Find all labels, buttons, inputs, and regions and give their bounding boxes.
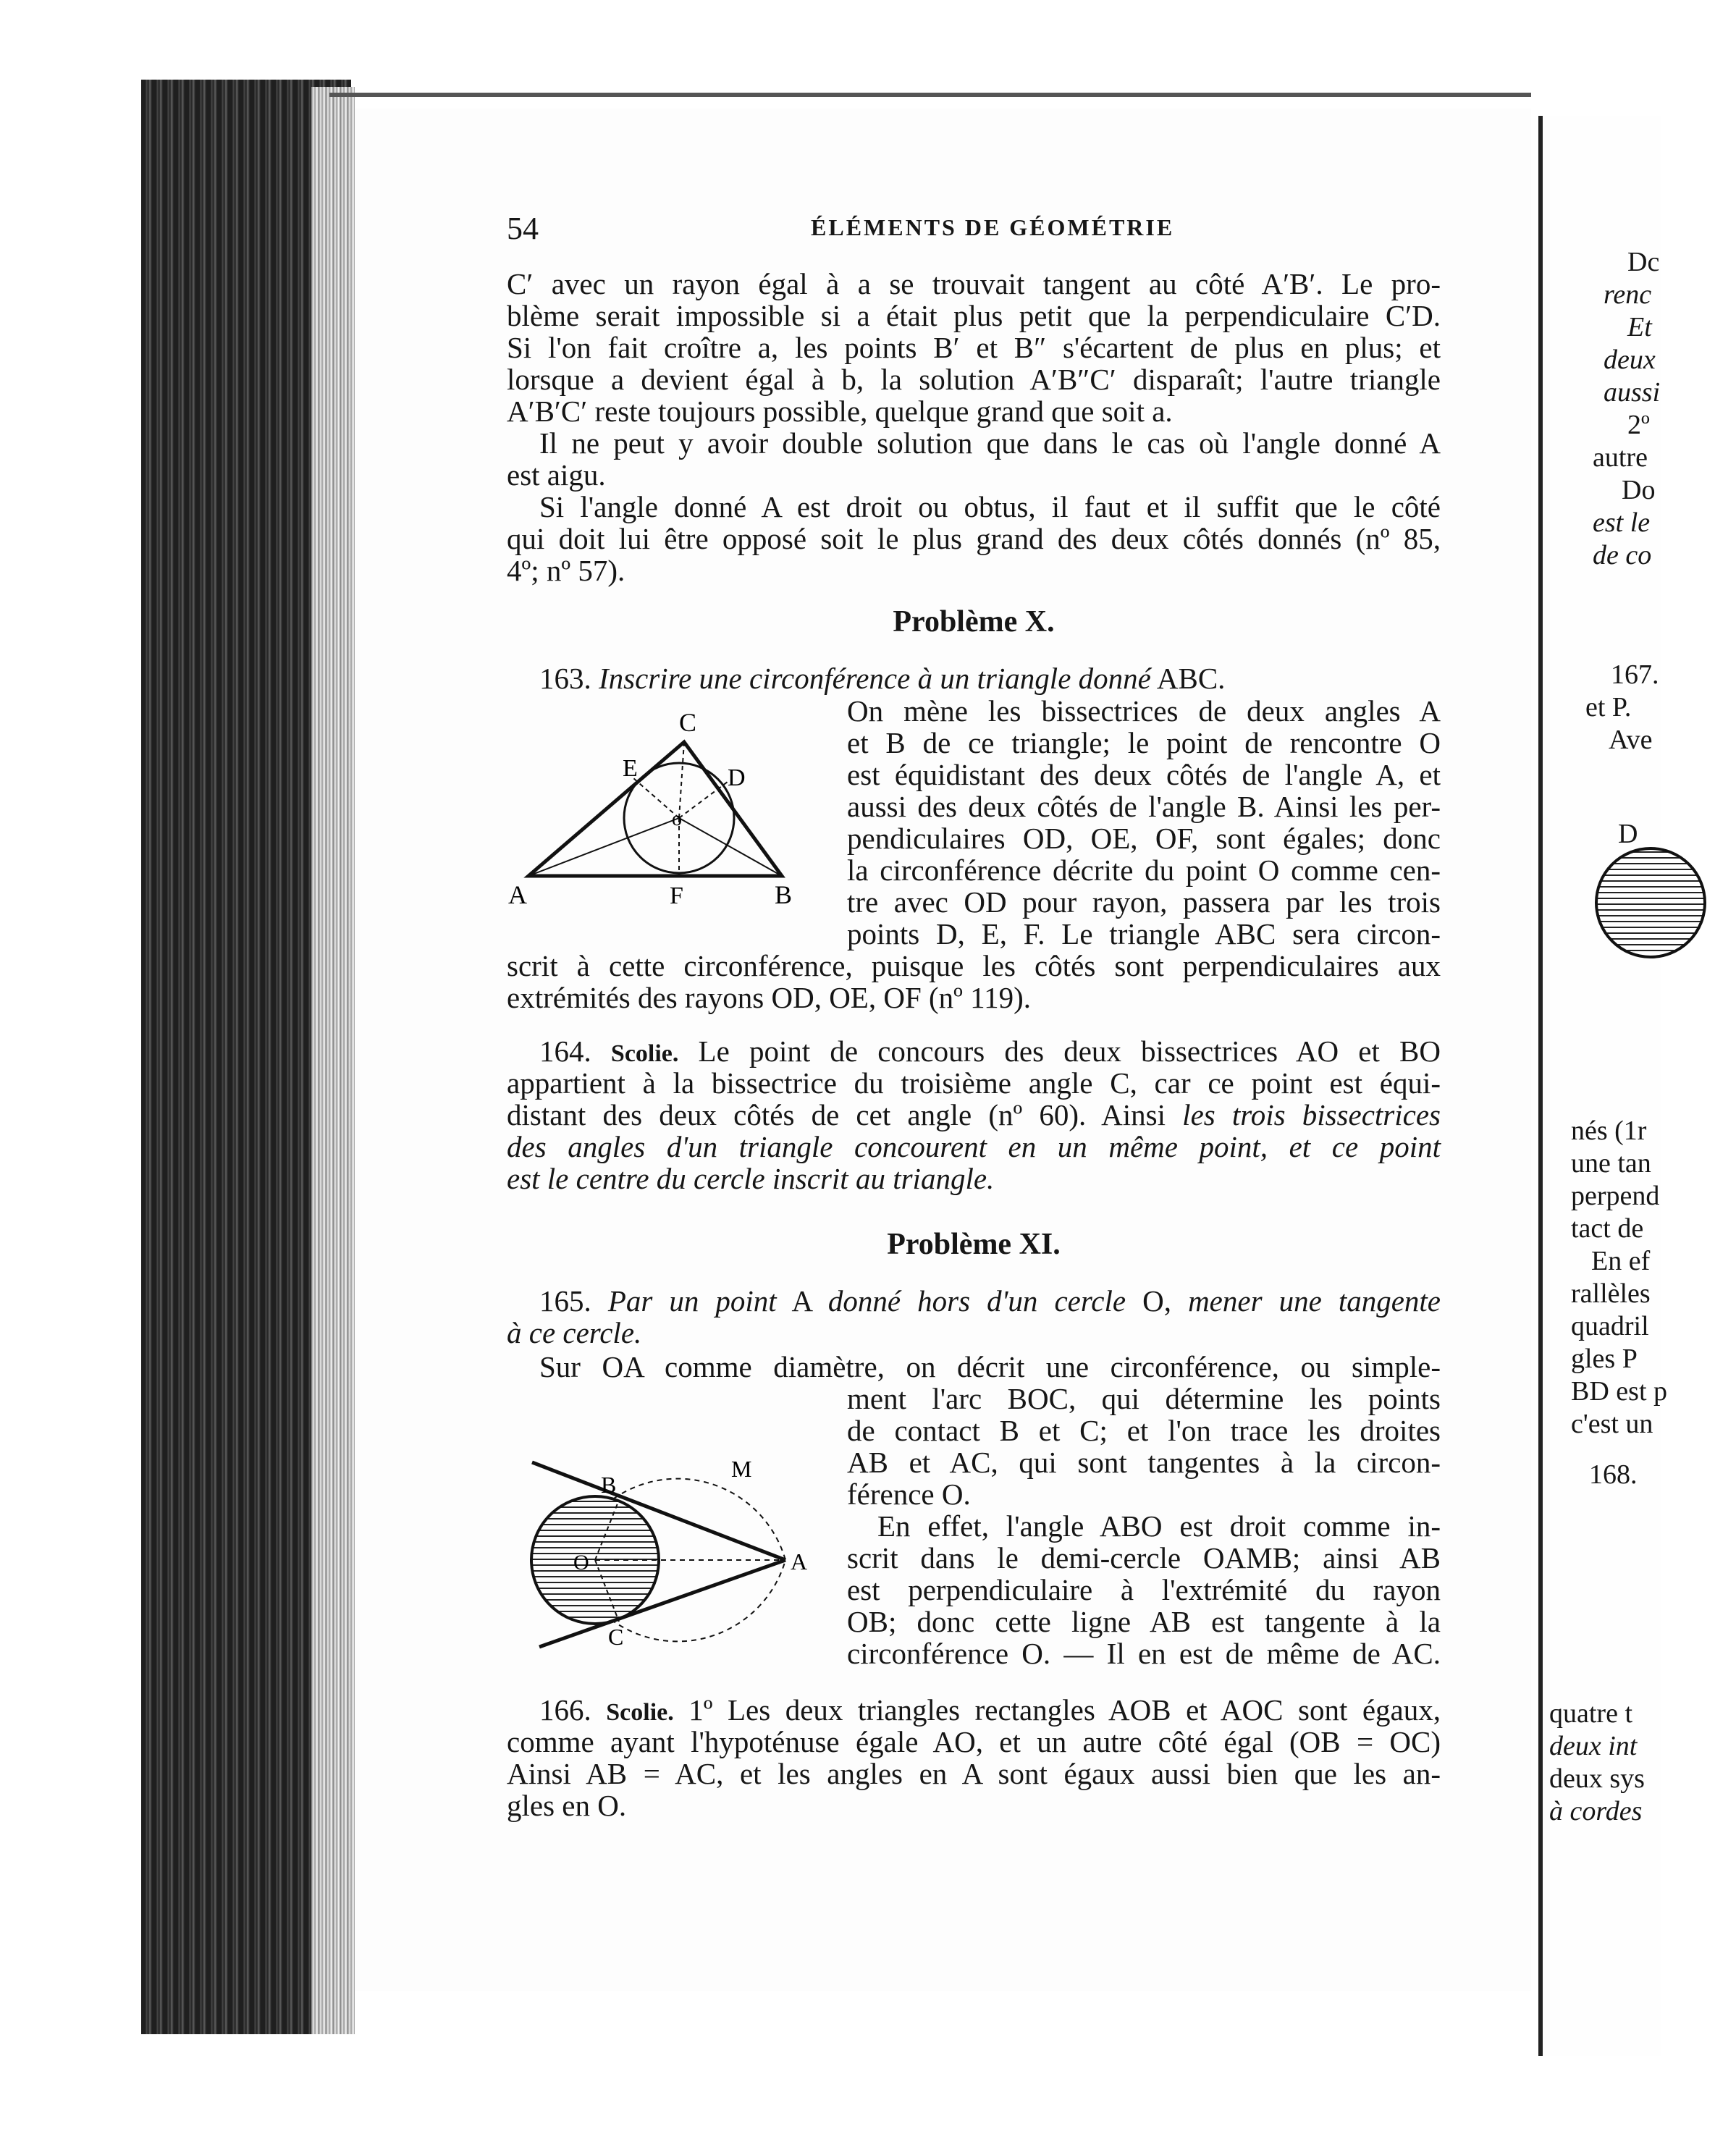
label-c: C bbox=[679, 708, 697, 737]
text-line: Si l'angle donné A est droit ou obtus, il faut et il suffit que le côté bbox=[539, 490, 1441, 523]
page-header bbox=[507, 210, 1441, 246]
text-line: de contact B et C; et l'on trace les droites bbox=[847, 1414, 1441, 1447]
label-e: E bbox=[623, 755, 638, 782]
right-page-text: c'est un bbox=[1571, 1409, 1653, 1439]
label-o: o bbox=[672, 808, 682, 830]
page-edges bbox=[311, 87, 355, 2034]
right-page-text: perpend bbox=[1571, 1181, 1660, 1211]
right-page-text: quadril bbox=[1571, 1311, 1649, 1341]
text-line: On mène les bissectrices de deux angles A bbox=[847, 694, 1441, 728]
scolie-label: Scolie. bbox=[606, 1699, 674, 1726]
top-rule bbox=[329, 93, 1531, 97]
label-d: D bbox=[728, 764, 746, 791]
text-line: tre avec OD pour rayon, passera par les trois bbox=[847, 885, 1441, 919]
right-page-text: à cordes bbox=[1549, 1796, 1643, 1826]
right-page-text: aussi bbox=[1604, 377, 1661, 408]
text-line: En effet, l'angle ABO est droit comme in- bbox=[877, 1509, 1441, 1543]
text-line: Ainsi AB = AC, et les angles en A sont égaux aussi bien que les an- bbox=[507, 1757, 1441, 1790]
label-b: B bbox=[775, 880, 793, 909]
scolie-italic-text: les trois bissectrices bbox=[1182, 1098, 1441, 1131]
text-line: extrémités des rayons OD, OE, OF (nº 119). bbox=[507, 981, 1032, 1014]
right-page-text: Do bbox=[1622, 475, 1656, 505]
text-line: ment l'arc BOC, qui détermine les points bbox=[847, 1382, 1441, 1415]
text-line: qui doit lui être opposé soit le plus grand des deux côtés donnés (nº 85, bbox=[507, 522, 1441, 555]
text-line: A′B′C′ reste toujours possible, quelque grand que soit a. bbox=[507, 395, 1173, 428]
text-line: férence O. bbox=[847, 1478, 971, 1511]
text-line: à ce cercle. bbox=[507, 1316, 642, 1349]
right-page-text: de co bbox=[1593, 540, 1652, 570]
text-line: est perpendiculaire à l'extrémité du rayon bbox=[847, 1573, 1441, 1606]
text-line: Si l'on fait croître a, les points B′ et B″ s'écartent de plus en plus; et bbox=[507, 331, 1441, 364]
label-a: A bbox=[508, 880, 527, 909]
right-page-text: deux bbox=[1604, 345, 1656, 375]
right-page-text: autre bbox=[1593, 442, 1648, 473]
problem-statement bbox=[539, 662, 1441, 694]
statement-number: 165. bbox=[539, 1284, 591, 1318]
right-page-text: et P. bbox=[1585, 692, 1632, 722]
text-line: C′ avec un rayon égal à a se trouvait tangent au côté A′B′. Le pro- bbox=[507, 267, 1441, 300]
right-page-text: Et bbox=[1627, 312, 1652, 342]
tangent-figure bbox=[521, 1441, 825, 1658]
right-page-text: renc bbox=[1604, 279, 1652, 310]
text-line: aussi des deux côtés de l'angle B. Ainsi les per- bbox=[847, 790, 1441, 823]
right-page-text: Ave bbox=[1609, 725, 1653, 755]
statement-end: ABC. bbox=[1156, 662, 1226, 695]
right-page-text: une tan bbox=[1571, 1148, 1651, 1179]
text-line: des angles d'un triangle concourent en un même point, et ce point bbox=[507, 1130, 1441, 1163]
text-line: Il ne peut y avoir double solution que dans le cas où l'angle donné A bbox=[539, 426, 1441, 460]
right-page-text: tact de bbox=[1571, 1213, 1644, 1244]
right-page-text: deux int bbox=[1549, 1731, 1638, 1761]
text-line: circonférence O. — Il en est de même de AC. bbox=[847, 1637, 1441, 1670]
running-title: ÉLÉMENTS DE GÉOMÉTRIE bbox=[811, 214, 1175, 240]
bisector-bo bbox=[679, 818, 782, 876]
text-line: scrit dans le demi-cercle OAMB; ainsi AB bbox=[847, 1541, 1441, 1575]
text-line: est équidistant des deux côtés de l'angle A, et bbox=[847, 758, 1441, 791]
right-page-text: BD est p bbox=[1571, 1376, 1667, 1407]
label-o: O bbox=[573, 1551, 589, 1575]
scolie-number: 166. bbox=[539, 1693, 591, 1727]
text-line: points D, E, F. Le triangle ABC sera circon- bbox=[847, 917, 1441, 951]
radius-od bbox=[679, 782, 728, 818]
text-line: est le centre du cercle inscrit au triangle. bbox=[507, 1162, 995, 1195]
right-page-text: Dc bbox=[1627, 247, 1660, 277]
scolie-166-line bbox=[539, 1694, 1441, 1729]
right-page-text: nés (1r bbox=[1571, 1116, 1647, 1146]
label-c: C bbox=[608, 1624, 624, 1650]
text-line: pendiculaires OD, OE, OF, sont égales; donc bbox=[847, 822, 1441, 855]
label-m: M bbox=[731, 1456, 752, 1482]
text-line: scrit à cette circonférence, puisque les côtés sont perpendiculaires aux bbox=[507, 949, 1441, 982]
text-line: la circonférence décrite du point O comme cen- bbox=[847, 853, 1441, 887]
right-page-text: D bbox=[1618, 819, 1638, 849]
statement-text: O, bbox=[1142, 1284, 1171, 1318]
right-page-text: rallèles bbox=[1571, 1278, 1651, 1309]
text-line: Sur OA comme diamètre, on décrit une circonférence, ou simple- bbox=[539, 1350, 1441, 1383]
problem-statement bbox=[539, 1285, 1441, 1317]
right-page-text: 2º bbox=[1627, 410, 1650, 440]
label-a: A bbox=[791, 1548, 808, 1575]
text-line: appartient à la bissectrice du troisième angle C, car ce point est équi- bbox=[507, 1066, 1441, 1100]
problem-x-heading: Problème X. bbox=[893, 605, 1055, 638]
scolie-164-line bbox=[507, 1099, 1441, 1131]
right-page-text: En ef bbox=[1591, 1246, 1651, 1276]
text-line: AB et AC, qui sont tangentes à la circon- bbox=[847, 1446, 1441, 1479]
right-page-text: est le bbox=[1593, 507, 1651, 538]
right-page-text: 168. bbox=[1589, 1459, 1638, 1490]
right-page-figure bbox=[1589, 843, 1656, 966]
right-page-text: 167. bbox=[1611, 659, 1659, 690]
scolie-text: Le point de concours des deux bissectrices AO et BO bbox=[698, 1034, 1441, 1068]
statement-text: donné hors d'un cercle bbox=[827, 1284, 1126, 1318]
text-line: lorsque a devient égal à b, la solution A′B″C′ disparaît; l'autre triangle bbox=[507, 363, 1441, 396]
inscribed-circle-figure bbox=[507, 702, 811, 919]
text-line: 4º; nº 57). bbox=[507, 554, 625, 587]
text-line: gles en O. bbox=[507, 1789, 627, 1822]
scolie-label: Scolie. bbox=[610, 1040, 679, 1067]
text-line: comme ayant l'hypoténuse égale AO, et un autre côté égal (OB = OC) bbox=[507, 1725, 1441, 1758]
statement-text: A bbox=[791, 1284, 812, 1318]
label-f: F bbox=[670, 882, 683, 909]
statement-number: 163. bbox=[539, 662, 591, 695]
scolie-number: 164. bbox=[539, 1034, 591, 1068]
right-page-text: gles P bbox=[1571, 1344, 1638, 1374]
scolie-text: 1º Les deux triangles rectangles AOB et AOC sont égaux, bbox=[688, 1693, 1441, 1727]
label-b: B bbox=[601, 1472, 617, 1498]
right-page-text: deux sys bbox=[1549, 1763, 1645, 1794]
text-line: OB; donc cette ligne AB est tangente à la bbox=[847, 1605, 1441, 1638]
problem-xi-heading: Problème XI. bbox=[887, 1228, 1061, 1261]
statement-text: Inscrire une circonférence à un triangle donné bbox=[599, 662, 1151, 695]
text-line: blème serait impossible si a était plus petit que la perpendiculaire C′D. bbox=[507, 299, 1441, 332]
statement-text: Par un point bbox=[607, 1284, 777, 1318]
scolie-164-line bbox=[539, 1035, 1441, 1070]
right-page-text: quatre t bbox=[1549, 1698, 1633, 1729]
statement-text: mener une tangente bbox=[1188, 1284, 1441, 1318]
text-line: et B de ce triangle; le point de rencontre O bbox=[847, 726, 1441, 759]
scolie-text: distant des deux côtés de cet angle (nº 60). Ainsi bbox=[507, 1098, 1166, 1131]
bisector-co bbox=[679, 742, 684, 818]
triangle-abc bbox=[528, 742, 782, 876]
page-number: 54 bbox=[507, 211, 539, 246]
text-line: est aigu. bbox=[507, 458, 606, 492]
